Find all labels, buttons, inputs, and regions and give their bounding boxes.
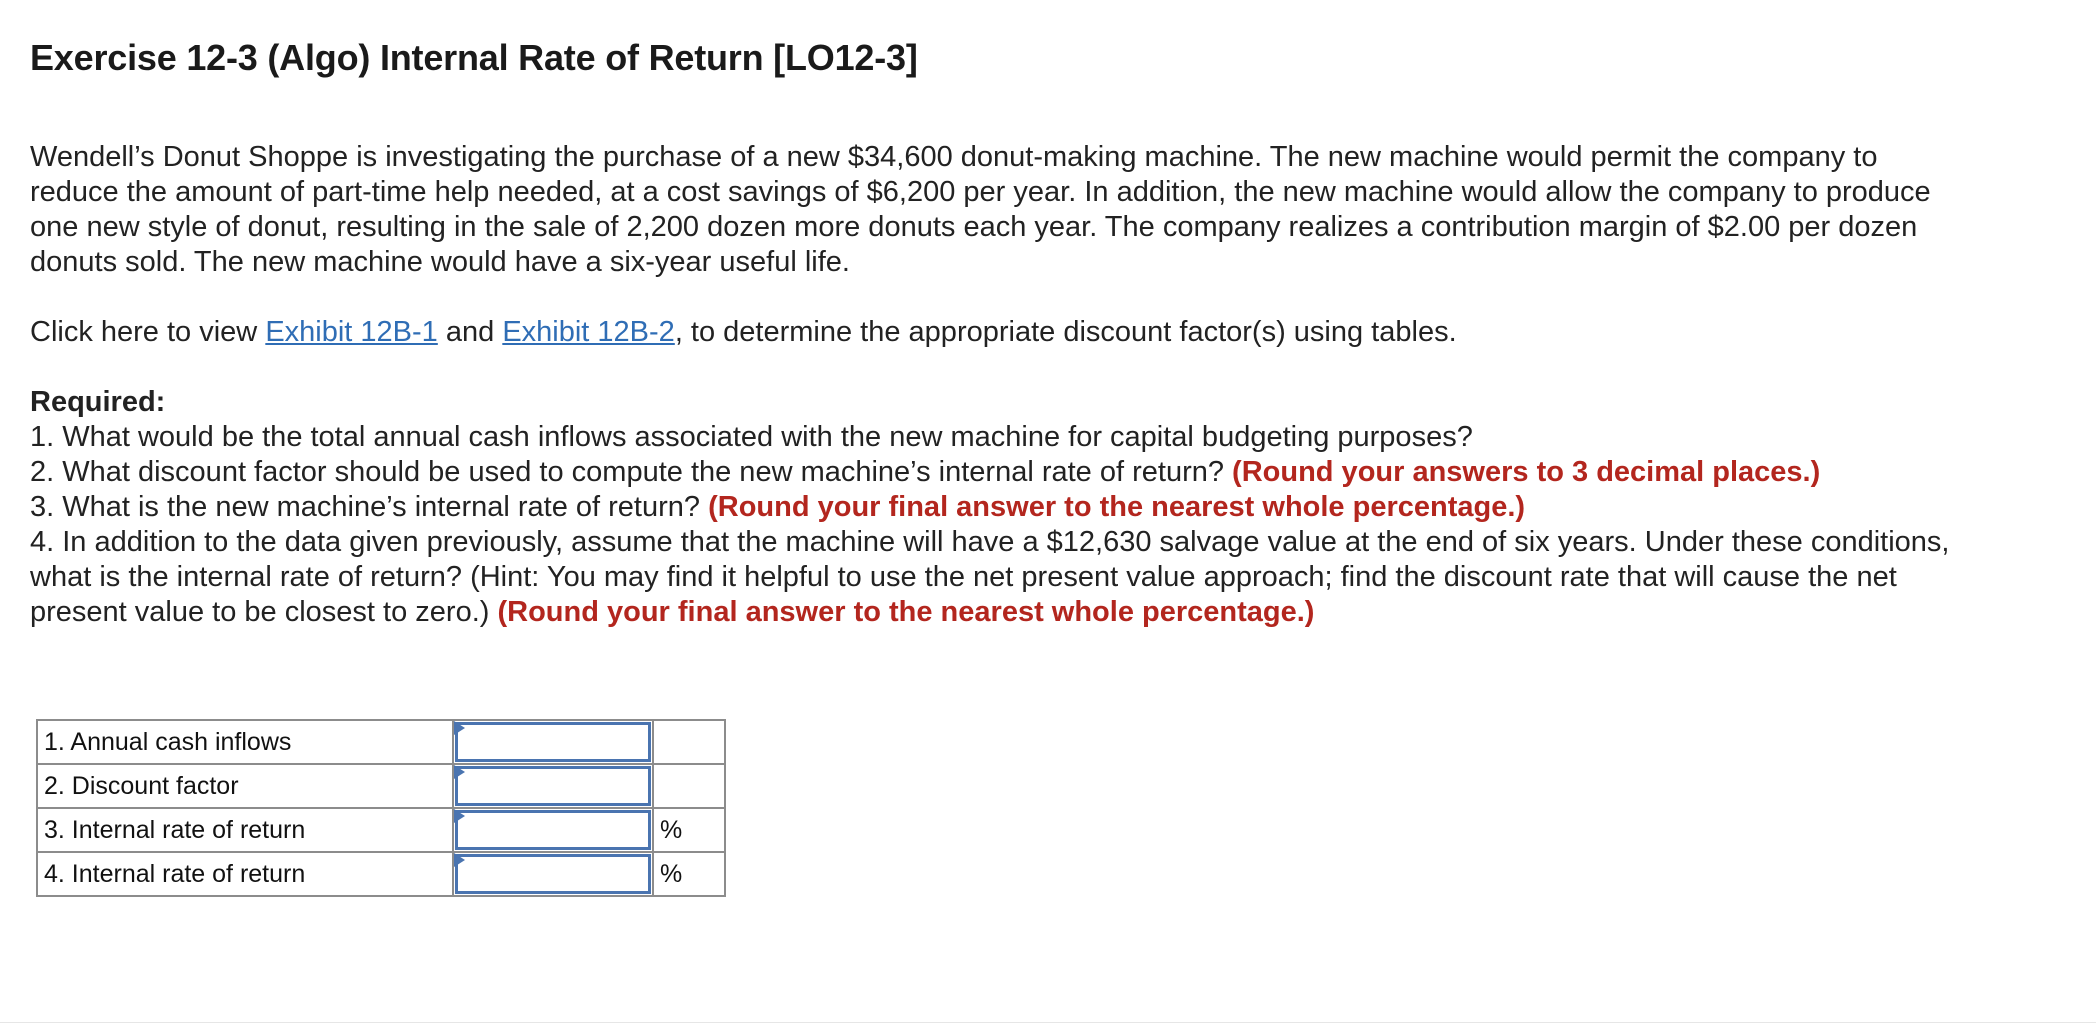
exercise-page — [30, 30, 1950, 630]
exhibit-instructions — [30, 315, 1950, 350]
internal-rate-of-return-4-input[interactable] — [458, 857, 648, 891]
answer-row-discount-factor — [37, 764, 725, 808]
discount-factor-input[interactable] — [458, 769, 648, 803]
discount-factor-input-box — [455, 766, 651, 806]
triangle-marker-icon — [454, 853, 465, 867]
triangle-marker-icon — [454, 809, 465, 823]
irr-3-input-box — [455, 810, 651, 850]
required-heading: Required: — [30, 386, 166, 418]
answer-row-irr-3 — [37, 808, 725, 852]
triangle-marker-icon — [454, 721, 465, 735]
answer-label: 1. Annual cash inflows — [37, 720, 453, 764]
question-2 — [30, 455, 1950, 490]
required-section — [30, 385, 1950, 630]
question-1: 1. What would be the total annual cash inflows associated with the new machine for capital budgeting purposes? — [30, 421, 1473, 453]
exhibit-suffix: , to determine the appropriate discount factor(s) using tables. — [674, 316, 1457, 348]
problem-description: Wendell’s Donut Shoppe is investigating the purchase of a new $34,600 donut-making machine. The new machine would permit the company to reduce the amount of part-time help needed, at a cost savings of $6,200 per year. In addition, the new machine would allow the company to produce one new style of donut, resulting in the sale of 2,200 dozen more donuts each year. The company realizes a contribution margin of $2.00 per dozen donuts sold. The new machine would have a six-year useful life. — [30, 141, 1931, 278]
question-3-text: 3. What is the new machine’s internal rate of return? — [30, 491, 709, 523]
answer-row-irr-4 — [37, 852, 725, 896]
exhibit-prefix: Click here to view — [30, 316, 266, 348]
question-3 — [30, 490, 1950, 525]
answer-table — [36, 719, 726, 897]
question-4 — [30, 525, 1950, 630]
question-2-text: 2. What discount factor should be used to compute the new machine’s internal rate of return? — [30, 456, 1233, 488]
internal-rate-of-return-3-input[interactable] — [458, 813, 648, 847]
question-4-text: 4. In addition to the data given previously, assume that the machine will have a $12,630 salvage value at the end of six years. Under these conditions, what is the internal rate of return? (Hint: You may find it helpful to use the net present value approach; find the discount rate that will cause the net present value to be closest to zero.) — [30, 526, 1950, 628]
page-title: Exercise 12-3 (Algo) Internal Rate of Return [LO12-3] — [30, 37, 918, 78]
answer-row-annual-cash-inflows — [37, 720, 725, 764]
percent-unit: % — [653, 808, 725, 852]
answer-input-cell — [453, 808, 653, 852]
answer-input-cell — [453, 852, 653, 896]
answer-input-cell — [453, 764, 653, 808]
answer-unit — [653, 764, 725, 808]
answer-input-cell — [453, 720, 653, 764]
exhibit-12b-1-link[interactable]: Exhibit 12B-1 — [265, 316, 438, 348]
annual-cash-inflows-input-box — [455, 722, 651, 762]
percent-unit: % — [653, 852, 725, 896]
irr-4-input-box — [455, 854, 651, 894]
answer-label: 4. Internal rate of return — [37, 852, 453, 896]
question-4-rounding-note: (Round your final answer to the nearest whole percentage.) — [497, 596, 1315, 628]
triangle-marker-icon — [454, 765, 465, 779]
answer-label: 3. Internal rate of return — [37, 808, 453, 852]
answer-unit — [653, 720, 725, 764]
answer-label: 2. Discount factor — [37, 764, 453, 808]
annual-cash-inflows-input[interactable] — [458, 725, 648, 759]
question-2-rounding-note: (Round your answers to 3 decimal places.) — [1232, 456, 1821, 488]
exhibit-middle: and — [437, 316, 503, 348]
exhibit-12b-2-link[interactable]: Exhibit 12B-2 — [502, 316, 675, 348]
question-3-rounding-note: (Round your final answer to the nearest whole percentage.) — [708, 491, 1526, 523]
page-bottom-divider — [0, 1022, 2096, 1023]
